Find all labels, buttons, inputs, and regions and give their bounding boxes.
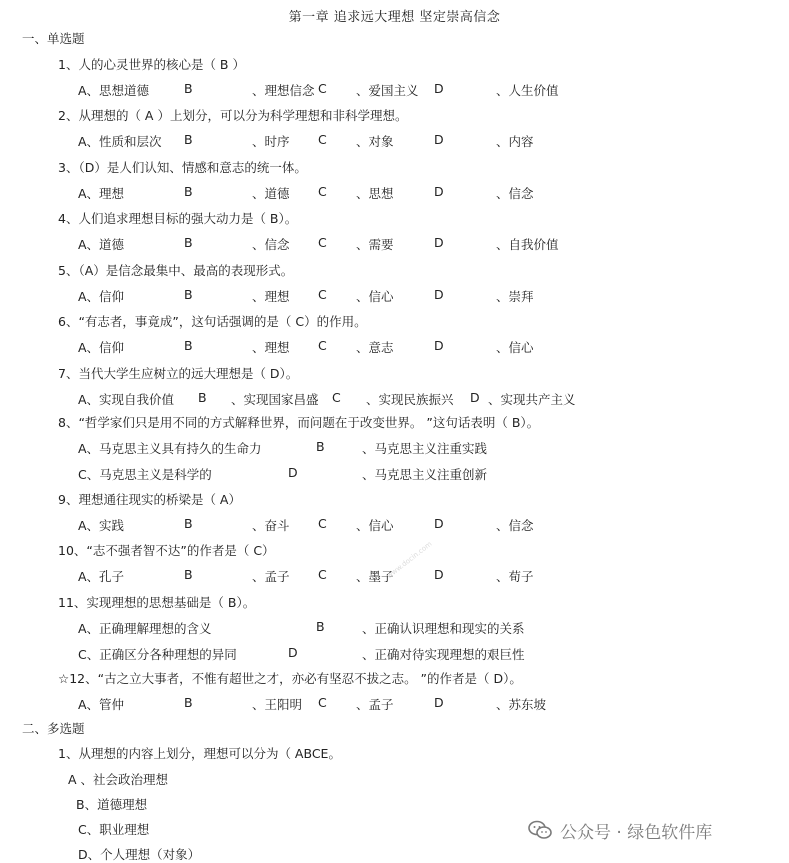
option-6-4: 、意志 xyxy=(356,340,394,355)
option-12-1: B xyxy=(184,695,193,710)
option-4-0: A、道德 xyxy=(78,237,125,252)
option-2-4: 、对象 xyxy=(356,134,394,149)
question-4: 4、人们追求理想目标的强大动力是（ B）。 xyxy=(58,211,298,226)
option-11-5: 、正确对待实现理想的艰巨性 xyxy=(362,647,525,662)
option-3-1: B xyxy=(184,184,193,199)
option-9-1: B xyxy=(184,516,193,531)
multi-option-b: B、道德理想 xyxy=(76,797,148,812)
option-6-1: B xyxy=(184,338,193,353)
question-8: 8、“哲学家们只是用不同的方式解释世界，而问题在于改变世界。 ”这句话表明（ B）。 xyxy=(58,415,540,430)
option-3-2: 、道德 xyxy=(252,186,290,201)
option-2-6: 、内容 xyxy=(496,134,534,149)
option-4-5: D xyxy=(434,235,444,250)
option-11-0: A、正确理解理想的含义 xyxy=(78,621,212,636)
multi-question-1: 1、从理想的内容上划分，理想可以分为（ ABCE。 xyxy=(58,746,341,761)
option-6-5: D xyxy=(434,338,444,353)
option-12-4: 、孟子 xyxy=(356,697,394,712)
option-7-4: 、实现民族振兴 xyxy=(366,392,454,407)
options-row-6 xyxy=(78,338,778,356)
option-9-5: D xyxy=(434,516,444,531)
question-5: 5、（A）是信念最集中、最高的表现形式。 xyxy=(58,263,294,278)
option-10-0: A、孔子 xyxy=(78,569,125,584)
question-10: 10、“志不强者智不达”的作者是（ C） xyxy=(58,543,275,558)
option-6-2: 、理想 xyxy=(252,340,290,355)
faint-stamp: www.docin.com xyxy=(385,539,434,581)
option-6-6: 、信心 xyxy=(496,340,534,355)
option-11-4: D xyxy=(288,645,298,660)
option-1-6: 、人生价值 xyxy=(496,83,559,98)
option-1-4: 、爱国主义 xyxy=(356,83,419,98)
options-row-3 xyxy=(78,184,778,202)
option-12-6: 、苏东坡 xyxy=(496,697,547,712)
watermark xyxy=(528,816,712,844)
option-7-5: D xyxy=(470,390,480,405)
option-5-0: A、信仰 xyxy=(78,289,125,304)
option-4-2: 、信念 xyxy=(252,237,290,252)
option-7-6: 、实现共产主义 xyxy=(488,392,576,407)
option-3-6: 、信念 xyxy=(496,186,534,201)
question-7: 7、当代大学生应树立的远大理想是（ D）。 xyxy=(58,366,299,381)
options-row-4 xyxy=(78,235,778,253)
watermark-text: 公众号 · 绿色软件库 xyxy=(560,822,713,843)
option-2-5: D xyxy=(434,132,444,147)
option-8-4: D xyxy=(288,465,298,480)
option-10-4: 、墨子 xyxy=(356,569,394,584)
option-5-2: 、理想 xyxy=(252,289,290,304)
option-2-0: A、性质和层次 xyxy=(78,134,162,149)
option-4-3: C xyxy=(318,235,327,250)
option-10-1: B xyxy=(184,567,193,582)
question-1: 1、人的心灵世界的核心是（ B ） xyxy=(58,57,245,72)
option-5-3: C xyxy=(318,287,327,302)
options-row-9 xyxy=(78,516,778,534)
options-row-1 xyxy=(78,81,778,99)
option-3-3: C xyxy=(318,184,327,199)
question-12: ☆12、“古之立大事者，不惟有超世之才，亦必有坚忍不拔之志。 ”的作者是（ D）。 xyxy=(58,671,522,686)
multi-option-a: A 、社会政治理想 xyxy=(68,772,169,787)
question-11: 11、实现理想的思想基础是（ B）。 xyxy=(58,595,256,610)
option-3-4: 、思想 xyxy=(356,186,394,201)
option-2-1: B xyxy=(184,132,193,147)
chapter-title: 第一章 追求远大理想 坚定崇高信念 xyxy=(288,10,501,25)
option-3-5: D xyxy=(434,184,444,199)
option-12-2: 、王阳明 xyxy=(252,697,303,712)
option-11-2: 、正确认识理想和现实的关系 xyxy=(362,621,525,636)
multi-option-c: C、职业理想 xyxy=(78,822,150,837)
option-1-1: B xyxy=(184,81,193,96)
option-11-3: C、正确区分各种理想的异同 xyxy=(78,647,237,662)
option-9-6: 、信念 xyxy=(496,518,534,533)
option-9-3: C xyxy=(318,516,327,531)
option-1-5: D xyxy=(434,81,444,96)
question-6: 6、“有志者，事竟成”，这句话强调的是（ C）的作用。 xyxy=(58,314,367,329)
option-6-3: C xyxy=(318,338,327,353)
option-8-3: C、马克思主义是科学的 xyxy=(78,467,212,482)
section-multiple-choice: 二、多选题 xyxy=(22,721,85,736)
option-2-2: 、时序 xyxy=(252,134,290,149)
option-7-2: 、实现国家昌盛 xyxy=(231,392,319,407)
option-11-1: B xyxy=(316,619,325,634)
option-1-2: 、理想信念 xyxy=(252,83,315,98)
option-7-1: B xyxy=(198,390,207,405)
options-row-12 xyxy=(78,695,778,713)
multi-option-d: D、个人理想（对象） xyxy=(78,847,201,862)
option-5-6: 、崇拜 xyxy=(496,289,534,304)
wechat-icon xyxy=(528,819,552,841)
options-row-2 xyxy=(78,132,778,150)
option-8-0: A、马克思主义具有持久的生命力 xyxy=(78,441,262,456)
options-row-7 xyxy=(78,390,778,408)
option-9-0: A、实践 xyxy=(78,518,125,533)
option-12-0: A、管仲 xyxy=(78,697,125,712)
option-3-0: A、理想 xyxy=(78,186,125,201)
option-2-3: C xyxy=(318,132,327,147)
question-9: 9、理想通往现实的桥梁是（ A） xyxy=(58,492,241,507)
option-9-2: 、奋斗 xyxy=(252,518,290,533)
option-4-1: B xyxy=(184,235,193,250)
question-3: 3、（D）是人们认知、情感和意志的统一体。 xyxy=(58,160,307,175)
question-2: 2、从理想的（ A ）上划分，可以分为科学理想和非科学理想。 xyxy=(58,108,408,123)
option-8-5: 、马克思主义注重创新 xyxy=(362,467,488,482)
option-6-0: A、信仰 xyxy=(78,340,125,355)
option-12-3: C xyxy=(318,695,327,710)
option-4-4: 、需要 xyxy=(356,237,394,252)
option-1-0: A、思想道德 xyxy=(78,83,150,98)
option-5-5: D xyxy=(434,287,444,302)
option-7-0: A、实现自我价值 xyxy=(78,392,175,407)
option-12-5: D xyxy=(434,695,444,710)
option-10-5: D xyxy=(434,567,444,582)
section-single-choice: 一、单选题 xyxy=(22,31,85,46)
option-8-1: B xyxy=(316,439,325,454)
option-7-3: C xyxy=(332,390,341,405)
option-5-4: 、信心 xyxy=(356,289,394,304)
option-9-4: 、信心 xyxy=(356,518,394,533)
option-5-1: B xyxy=(184,287,193,302)
option-4-6: 、自我价值 xyxy=(496,237,559,252)
option-10-3: C xyxy=(318,567,327,582)
option-8-2: 、马克思主义注重实践 xyxy=(362,441,488,456)
options-row-5 xyxy=(78,287,778,305)
option-10-2: 、孟子 xyxy=(252,569,290,584)
options-row-10 xyxy=(78,567,778,585)
option-10-6: 、荀子 xyxy=(496,569,534,584)
option-1-3: C xyxy=(318,81,327,96)
